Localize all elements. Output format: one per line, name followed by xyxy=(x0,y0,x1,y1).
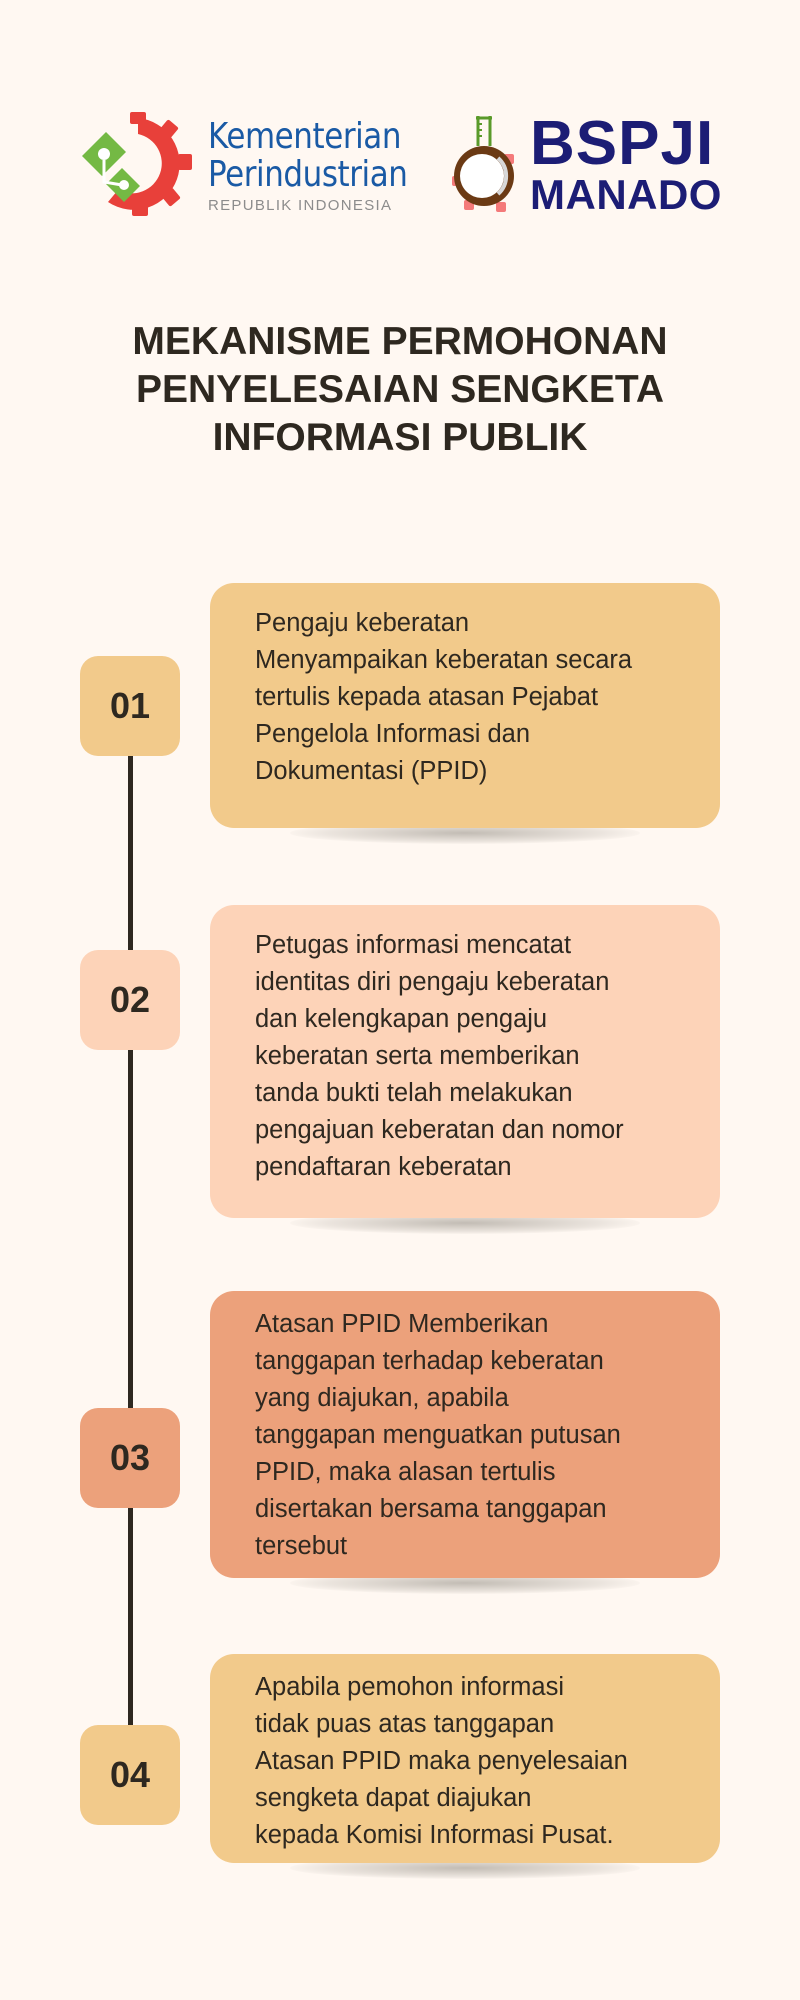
step-3-badge: 03 xyxy=(80,1408,180,1508)
step-3-card xyxy=(210,1291,720,1578)
title-line1: MEKANISME PERMOHONAN xyxy=(132,320,668,363)
kemenperin-name-line1: Kementerian xyxy=(208,116,402,157)
step-4-card xyxy=(210,1654,720,1863)
step-1-text: Pengaju keberatan Menyampaikan keberatan secara tertulis kepada atasan Pejabat Pengelola Informasi dan Dokumentasi (PPID) xyxy=(255,609,633,785)
step-1-card xyxy=(210,583,720,828)
step-2-card xyxy=(210,905,720,1218)
page-title xyxy=(60,318,740,462)
timeline-connector xyxy=(128,700,133,1780)
coconut-flask-icon xyxy=(452,116,524,216)
step-1-badge: 01 xyxy=(80,656,180,756)
gear-leaf-logo-icon xyxy=(78,112,193,217)
bspji-location: MANADO xyxy=(530,171,722,218)
step-2-text: Petugas informasi mencatat identitas diri pengaju keberatan dan kelengkapan pengaju keberatan serta memberikan tanda bukti telah melakukan pengajuan keberatan dan nomor pendaftaran keberatan xyxy=(255,931,624,1181)
bspji-logo xyxy=(452,109,732,222)
title-line2: PENYELESAIAN SENGKETA xyxy=(135,368,665,411)
kemenperin-name-line2: Perindustrian xyxy=(208,154,408,195)
step-2-badge: 02 xyxy=(80,950,180,1050)
step-4-badge: 04 xyxy=(80,1725,180,1825)
step-3-text: Atasan PPID Memberikan tanggapan terhadap keberatan yang diajukan, apabila tanggapan menguatkan putusan PPID, maka alasan tertulis disertakan bersama tanggapan tersebut xyxy=(255,1310,621,1560)
kemenperin-logo xyxy=(78,112,418,222)
title-line3: INFORMASI PUBLIK xyxy=(212,416,588,459)
step-4-text: Apabila pemohon informasi tidak puas atas tanggapan Atasan PPID maka penyelesaian sengketa dapat diajukan kepada Komisi Informasi Pusat. xyxy=(255,1673,628,1849)
bspji-name: BSPJI xyxy=(530,109,715,178)
kemenperin-subtitle: REPUBLIK INDONESIA xyxy=(208,197,393,214)
